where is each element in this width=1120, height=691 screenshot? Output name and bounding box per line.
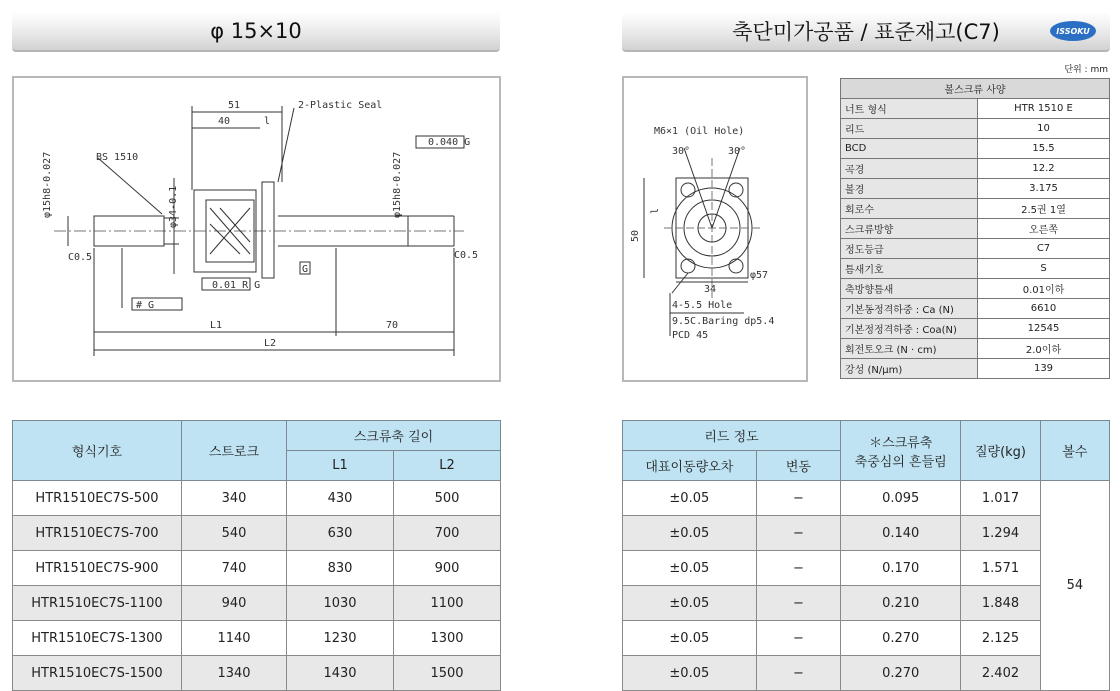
cell-rep: ±0.05 — [623, 481, 757, 516]
spec-row — [841, 319, 1110, 339]
flange-front-drawing — [622, 76, 808, 382]
spec-key: 축방향틈새 — [841, 279, 978, 299]
dim-51: 51 — [228, 100, 241, 111]
cell-runout: 0.270 — [841, 621, 961, 656]
cell-runout: 0.095 — [841, 481, 961, 516]
cell-mass: 1.017 — [961, 481, 1041, 516]
col-l2: L2 — [393, 451, 500, 481]
plastic-seal-label: 2-Plastic Seal — [298, 100, 383, 111]
cell-model: HTR1510EC7S-1300 — [13, 621, 182, 656]
cell-l2: 500 — [393, 481, 500, 516]
cell-var: − — [756, 481, 840, 516]
col-stroke: 스트로크 — [182, 421, 287, 481]
spec-row — [841, 339, 1110, 359]
ballscrew-spec-table — [840, 78, 1110, 379]
cell-runout: 0.270 — [841, 656, 961, 691]
cell-var: − — [756, 656, 840, 691]
spec-row — [841, 119, 1110, 139]
col-runout: ＊스크류축 축중심의 흔들림 — [841, 421, 961, 481]
holes-label: 4-5.5 Hole — [672, 300, 733, 311]
dim-50: 50 — [630, 229, 641, 242]
spec-row — [841, 359, 1110, 379]
angle-30-left: 30° — [672, 146, 691, 157]
cell-var: − — [756, 586, 840, 621]
shaft-dia-left: φ15h8-0.027 — [42, 151, 53, 218]
spec-key: 스크류방향 — [841, 219, 978, 239]
cell-rep: ±0.05 — [623, 586, 757, 621]
dim-70: 70 — [386, 320, 399, 331]
pcd-label: PCD 45 — [672, 330, 709, 341]
spec-value: 2.5권 1열 — [978, 199, 1110, 219]
cell-var: − — [756, 516, 840, 551]
bs-label: BS 1510 — [96, 152, 139, 163]
spec-value: 139 — [978, 359, 1110, 379]
col-model: 형식기호 — [13, 421, 182, 481]
table-row — [13, 551, 501, 586]
table-row — [13, 621, 501, 656]
spec-row — [841, 139, 1110, 159]
table-row — [623, 586, 1110, 621]
tol-circular: 0.01 R G — [212, 280, 261, 291]
cell-l2: 700 — [393, 516, 500, 551]
issoku-logo: ISSOKU — [1050, 21, 1096, 41]
spec-key: 기본정정격하중 : Coa(N) — [841, 319, 978, 339]
spec-row — [841, 259, 1110, 279]
table-row — [13, 516, 501, 551]
col-balls: 볼수 — [1040, 421, 1109, 481]
spec-value: 오른쪽 — [978, 219, 1110, 239]
cell-runout: 0.140 — [841, 516, 961, 551]
spec-title: 볼스크류 사양 — [841, 79, 1110, 99]
cell-stroke: 1140 — [182, 621, 287, 656]
cell-model: HTR1510EC7S-1100 — [13, 586, 182, 621]
spec-value: 6610 — [978, 299, 1110, 319]
cell-l1: 1430 — [287, 656, 394, 691]
cell-rep: ±0.05 — [623, 656, 757, 691]
cell-runout: 0.170 — [841, 551, 961, 586]
ballscrew-side-drawing — [12, 76, 501, 382]
cell-runout: 0.210 — [841, 586, 961, 621]
phi57-label: φ57 — [750, 270, 769, 281]
cell-mass: 1.294 — [961, 516, 1041, 551]
col-var: 변동 — [756, 451, 840, 481]
boring-label: 9.5C.Baring dp5.4 — [672, 316, 775, 327]
page-title-left: φ 15×10 — [210, 19, 302, 43]
cell-mass: 1.571 — [961, 551, 1041, 586]
cell-model: HTR1510EC7S-1500 — [13, 656, 182, 691]
spec-row — [841, 279, 1110, 299]
cell-var: − — [756, 621, 840, 656]
table-row — [13, 656, 501, 691]
col-lead: 리드 정도 — [623, 421, 841, 451]
cell-mass: 2.402 — [961, 656, 1041, 691]
cell-l2: 1300 — [393, 621, 500, 656]
cell-l2: 1100 — [393, 586, 500, 621]
cell-balls: 54 — [1040, 481, 1109, 691]
col-l1: L1 — [287, 451, 394, 481]
cell-l2: 1500 — [393, 656, 500, 691]
dim-L1: L1 — [210, 320, 223, 331]
page-title-right: 축단미가공품 / 표준재고(C7) — [732, 20, 1000, 44]
spec-key: 리드 — [841, 119, 978, 139]
spec-key: 볼경 — [841, 179, 978, 199]
col-rep: 대표이동량오차 — [623, 451, 757, 481]
dim-L2: L2 — [264, 338, 277, 349]
spec-row — [841, 159, 1110, 179]
spec-key: BCD — [841, 139, 978, 159]
angle-30-right: 30° — [728, 146, 747, 157]
header-right — [622, 12, 1110, 52]
cell-model: HTR1510EC7S-900 — [13, 551, 182, 586]
table-row — [623, 621, 1110, 656]
table-row — [13, 481, 501, 516]
spec-value: 2.0이하 — [978, 339, 1110, 359]
flatness-label: # G — [136, 300, 155, 311]
cell-stroke: 1340 — [182, 656, 287, 691]
spec-value: 12.2 — [978, 159, 1110, 179]
spec-key: 회전토오크 (N · cm) — [841, 339, 978, 359]
cell-stroke: 540 — [182, 516, 287, 551]
spec-key: 곡경 — [841, 159, 978, 179]
shaft-dia-right: φ15h8-0.027 — [392, 151, 403, 218]
table-row — [13, 586, 501, 621]
cell-stroke: 940 — [182, 586, 287, 621]
spec-value: S — [978, 259, 1110, 279]
accuracy-table — [622, 420, 1110, 691]
spec-row — [841, 219, 1110, 239]
side-drawing-svg — [14, 78, 499, 380]
cell-mass: 1.848 — [961, 586, 1041, 621]
table-row — [623, 551, 1110, 586]
cell-stroke: 740 — [182, 551, 287, 586]
cell-l1: 1030 — [287, 586, 394, 621]
cell-l1: 1230 — [287, 621, 394, 656]
spec-row — [841, 99, 1110, 119]
cell-l2: 900 — [393, 551, 500, 586]
phi34-label: φ34-0.1 — [168, 185, 179, 228]
tol-runout: 0.040 G — [428, 137, 471, 148]
spec-value: 3.175 — [978, 179, 1110, 199]
spec-row — [841, 299, 1110, 319]
col-mass: 질량(kg) — [961, 421, 1041, 481]
spec-row — [841, 199, 1110, 219]
dim-34: 34 — [704, 284, 717, 295]
spec-row — [841, 239, 1110, 259]
spec-key: 너트 형식 — [841, 99, 978, 119]
dim-l-right: l — [650, 207, 661, 214]
cell-model: HTR1510EC7S-500 — [13, 481, 182, 516]
spec-value: C7 — [978, 239, 1110, 259]
spec-value: 15.5 — [978, 139, 1110, 159]
chamfer-left: C0.5 — [68, 252, 93, 263]
spec-key: 틈새기호 — [841, 259, 978, 279]
col-length: 스크류축 길이 — [287, 421, 501, 451]
cell-model: HTR1510EC7S-700 — [13, 516, 182, 551]
datum-g: G — [302, 264, 309, 275]
unit-label: 단위 : mm — [1064, 65, 1108, 75]
cell-rep: ±0.05 — [623, 621, 757, 656]
spec-key: 회로수 — [841, 199, 978, 219]
cell-l1: 830 — [287, 551, 394, 586]
oil-hole-label: M6×1 (Oil Hole) — [654, 126, 745, 137]
spec-key: 기본동정격하중 : Ca (N) — [841, 299, 978, 319]
cell-rep: ±0.05 — [623, 516, 757, 551]
spec-value: 10 — [978, 119, 1110, 139]
cell-mass: 2.125 — [961, 621, 1041, 656]
cell-l1: 430 — [287, 481, 394, 516]
dim-l: l — [264, 116, 271, 127]
header-left — [12, 12, 500, 52]
spec-value: 12545 — [978, 319, 1110, 339]
front-drawing-svg — [624, 78, 806, 380]
model-table — [12, 420, 501, 691]
spec-value: HTR 1510 E — [978, 99, 1110, 119]
spec-key: 강성 (N/μm) — [841, 359, 978, 379]
spec-row — [841, 179, 1110, 199]
chamfer-right: C0.5 — [454, 250, 479, 261]
spec-key: 정도등급 — [841, 239, 978, 259]
cell-var: − — [756, 551, 840, 586]
cell-l1: 630 — [287, 516, 394, 551]
cell-rep: ±0.05 — [623, 551, 757, 586]
dim-40: 40 — [218, 116, 231, 127]
cell-stroke: 340 — [182, 481, 287, 516]
table-row — [623, 656, 1110, 691]
table-row — [623, 516, 1110, 551]
table-row — [623, 481, 1110, 516]
spec-value: 0.01이하 — [978, 279, 1110, 299]
